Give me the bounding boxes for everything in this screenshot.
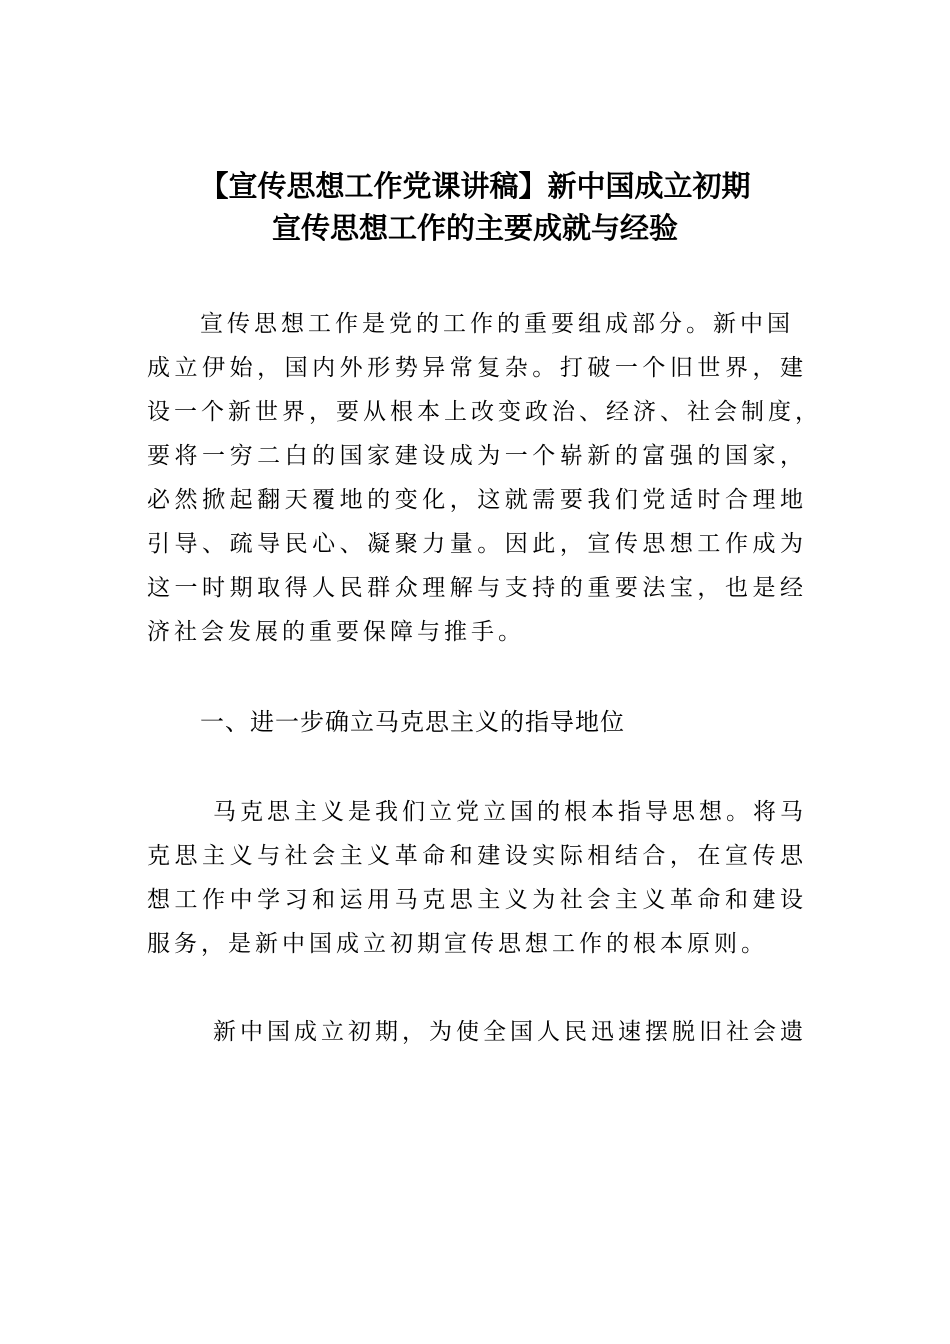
paragraph-line: 引导、疏导民心、凝聚力量。因此，宣传思想工作成为 — [147, 531, 807, 557]
section-heading: 一、进一步确立马克思主义的指导地位 — [200, 708, 625, 736]
paragraph-line: 宣传思想工作是党的工作的重要组成部分。新中国 — [200, 311, 794, 337]
document-title-line-1: 【宣传思想工作党课讲稿】新中国成立初期 — [199, 169, 751, 203]
paragraph-line: 要将一穷二白的国家建设成为一个崭新的富强的国家， — [147, 443, 807, 469]
paragraph-line: 设一个新世界，要从根本上改变政治、经济、社会制度， — [147, 399, 822, 425]
paragraph-line: 必然掀起翻天覆地的变化，这就需要我们党适时合理地 — [147, 487, 807, 513]
paragraph-line: 克思主义与社会主义革命和建设实际相结合，在宣传思 — [147, 843, 807, 869]
paragraph-line: 服务，是新中国成立初期宣传思想工作的根本原则。 — [147, 931, 768, 957]
paragraph-line: 想工作中学习和运用马克思主义为社会主义革命和建设 — [147, 887, 807, 913]
paragraph-line: 成立伊始，国内外形势异常复杂。打破一个旧世界，建 — [147, 355, 807, 381]
document-title-line-2: 宣传思想工作的主要成就与经验 — [271, 211, 678, 245]
paragraph-line: 济社会发展的重要保障与推手。 — [147, 619, 525, 645]
paragraph-line: 这一时期取得人民群众理解与支持的重要法宝，也是经 — [147, 575, 807, 601]
paragraph-line: 马克思主义是我们立党立国的根本指导思想。将马 — [213, 799, 807, 825]
paragraph-line: 新中国成立初期，为使全国人民迅速摆脱旧社会遗 — [213, 1019, 807, 1045]
